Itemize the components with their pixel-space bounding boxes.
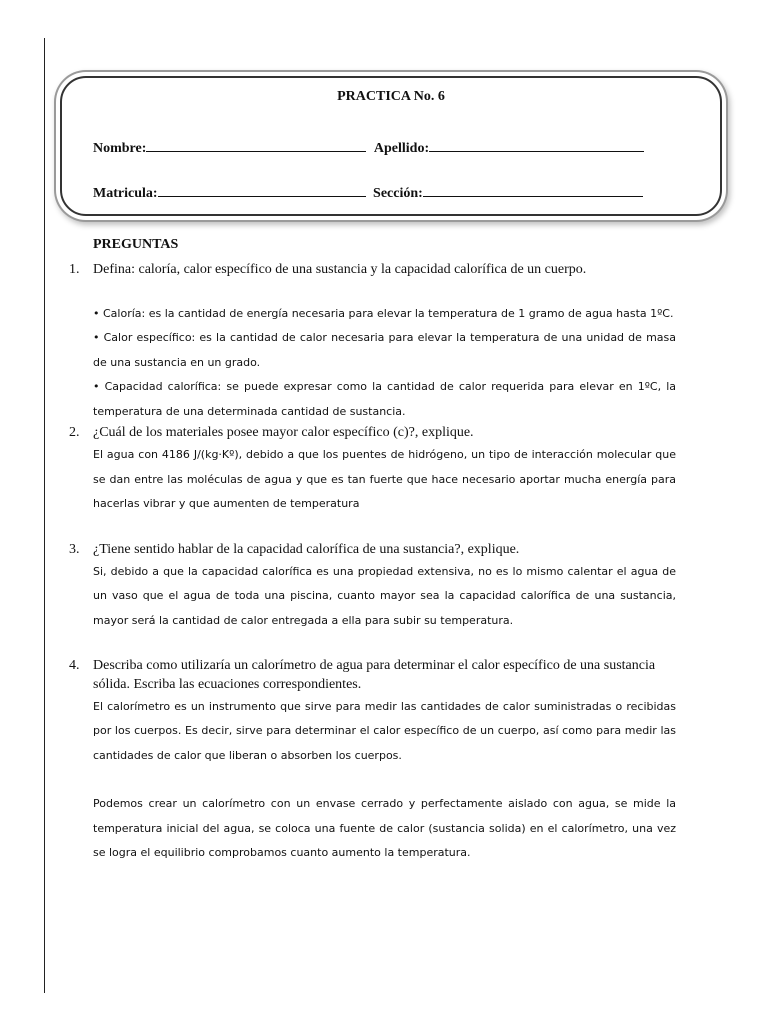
question-1 — [69, 261, 676, 280]
question-text: ¿Tiene sentido hablar de la capacidad calorífica de una sustancia?, explique. — [93, 541, 520, 557]
answer-3 — [93, 560, 676, 634]
name-row — [93, 139, 644, 157]
answer-paragraph: El agua con 4186 J/(kg·Kº), debido a que los puentes de hidrógeno, un tipo de interacción molecular que se dan entre las moléculas de agua y que es tan fuerte que hace necesario aportar mucha energía para hacerlas vibrar y que aumenten de temperatura — [93, 448, 676, 511]
matricula-row — [93, 184, 643, 202]
question-number: 3. — [69, 541, 80, 557]
seccion-label: Sección: — [373, 186, 423, 201]
nombre-blank[interactable] — [146, 139, 366, 152]
question-number: 1. — [69, 261, 80, 277]
answer-paragraph: • Capacidad calorífica: se puede expresar como la cantidad de calor requerida para elevar en 1ºC, la temperatura de una determinada cantidad de sustancia. — [93, 380, 676, 418]
question-text: Defina: caloría, calor específico de una sustancia y la capacidad calorífica de un cuerpo. — [93, 261, 587, 277]
nombre-field[interactable] — [93, 139, 366, 157]
answer-paragraph: • Caloría: es la cantidad de energía necesaria para elevar la temperatura de 1 gramo de agua hasta 1ºC. — [93, 306, 674, 320]
practice-title: PRACTICA No. 6 — [337, 89, 445, 104]
apellido-blank[interactable] — [429, 139, 644, 152]
question-text: Describa como utilizaría un calorímetro de agua para determinar el calor específico de una sustancia sólida. Escriba las ecuaciones correspondientes. — [93, 658, 656, 692]
answer-paragraph: El calorímetro es un instrumento que sirve para medir las cantidades de calor suministradas o recibidas por los cuerpos. Es decir, sirve para determinar el calor específico de un cuerpo, así como para medir las cantidades de calor que liberan o absorben los cuerpos. — [93, 699, 676, 762]
spacer — [69, 517, 676, 541]
spacer — [69, 280, 676, 302]
answer-paragraph: Si, debido a que la capacidad calorífica es una propiedad extensiva, no es lo mismo calentar el agua de un vaso que el agua de toda una piscina, cuanto mayor sea la capacidad calorífica de una sustancia, mayor será la cantidad de calor entregada a ella para subir su temperatura. — [93, 564, 676, 627]
question-number: 2. — [69, 425, 80, 441]
question-text: ¿Cuál de los materiales posee mayor calor específico (c)?, explique. — [93, 425, 474, 441]
answer-paragraph: Podemos crear un calorímetro con un envase cerrado y perfectamente aislado con agua, se mide la temperatura inicial del agua, se coloca una fuente de calor (sustancia solida) en el calorímetro, una vez se logra el equilibrio comprobamos cuanto aumento la temperatura. — [93, 797, 676, 860]
seccion-field[interactable] — [373, 184, 643, 202]
answer-paragraph: • Calor específico: es la cantidad de calor necesaria para elevar la temperatura de una unidad de masa de una sustancia en un grado. — [93, 331, 676, 369]
apellido-label: Apellido: — [373, 141, 430, 156]
spacer — [69, 633, 676, 657]
answer-4 — [93, 695, 676, 866]
question-3 — [69, 541, 676, 560]
matricula-field[interactable] — [93, 184, 366, 202]
matricula-blank[interactable] — [158, 184, 366, 197]
matricula-label: Matricula: — [93, 186, 158, 201]
question-2 — [69, 424, 676, 443]
section-heading: PREGUNTAS — [93, 237, 179, 252]
header-box — [60, 76, 722, 216]
seccion-blank[interactable] — [423, 184, 643, 197]
apellido-field[interactable] — [374, 139, 644, 157]
page-margin-line — [44, 38, 45, 993]
question-4 — [69, 657, 676, 695]
document-body — [69, 236, 676, 866]
nombre-label: Nombre: — [93, 141, 147, 156]
spacer — [93, 768, 676, 792]
answer-1 — [93, 302, 676, 425]
answer-2 — [93, 443, 676, 517]
question-number: 4. — [69, 658, 80, 674]
